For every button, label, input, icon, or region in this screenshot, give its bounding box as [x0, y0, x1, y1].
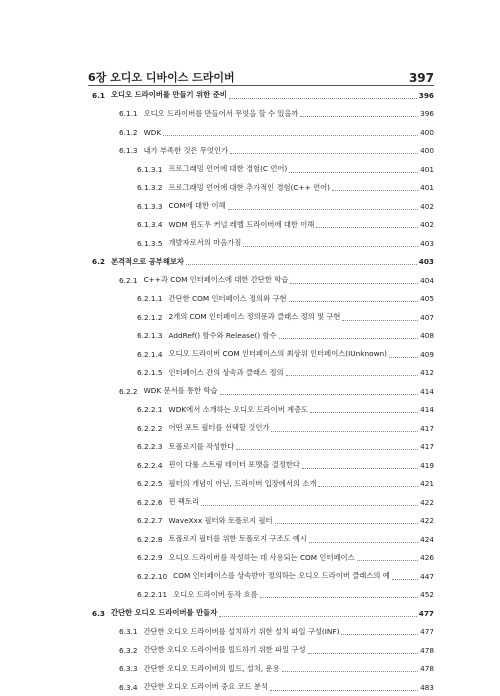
- toc-entry[interactable]: [137, 308, 434, 326]
- leader-dots: [220, 393, 419, 395]
- toc-entry-page: 414: [420, 386, 434, 396]
- leader-dots: [341, 633, 418, 635]
- leader-dots: [260, 596, 418, 598]
- toc-entry-number: 6.2.2.10: [137, 571, 168, 581]
- toc-entry-title: 간단한 COM 인터페이스 정의와 구현: [168, 293, 287, 303]
- toc-entry-title: 본격적으로 공부해보자: [110, 256, 184, 266]
- toc-entry-page: 414: [420, 405, 434, 414]
- toc-entry[interactable]: [137, 216, 434, 234]
- toc-entry-number: 6.1.3.3: [137, 201, 163, 211]
- toc-entry-title: WaveXxx 필터와 토폴로지 필터: [168, 515, 273, 525]
- toc-entry[interactable]: [137, 438, 434, 456]
- toc-entry-title: 간단한 오디오 드라이버를 빌드하기 위한 파일 구성: [143, 645, 306, 654]
- toc-entry-page: 421: [420, 479, 434, 488]
- toc-entry[interactable]: [137, 160, 434, 178]
- toc-entry-number: 6.2.2.1: [137, 405, 163, 414]
- toc-entry-page: 417: [420, 423, 434, 433]
- leader-dots: [279, 337, 419, 339]
- chapter-heading: [88, 63, 434, 86]
- toc-entry-title: 핀 팩토리: [168, 497, 200, 506]
- toc-entry-page: 404: [420, 275, 434, 285]
- toc-entry-title: 간단한 오디오 드라이버를 설치하기 위한 설치 파일 구성(INF): [143, 626, 340, 636]
- toc-entry-number: 6.1.3.4: [137, 220, 163, 229]
- toc-entry-page: 447: [420, 571, 434, 581]
- toc-entry-page: 426: [420, 553, 434, 562]
- toc-entry[interactable]: [137, 364, 434, 382]
- toc-entry-page: 419: [420, 460, 434, 470]
- toc-entry-page: 412: [420, 368, 434, 377]
- toc-entry-page: 424: [420, 534, 434, 544]
- toc-entry-page: 478: [420, 664, 434, 673]
- toc-entry-number: 6.1.3.5: [137, 238, 163, 248]
- leader-dots: [282, 670, 418, 672]
- leader-dots: [270, 689, 418, 691]
- toc-entry-title: 간단한 오디오 드라이버를 만들자: [110, 608, 218, 617]
- toc-entry[interactable]: [119, 623, 434, 641]
- toc-entry-title: 토폴로지 필터를 위한 토폴로지 구조도 예시: [168, 534, 308, 543]
- leader-dots: [228, 208, 419, 210]
- toc-entry-page: 401: [420, 183, 434, 192]
- toc-entry-number: 6.1.2: [119, 127, 138, 137]
- toc-entry-number: 6.2.2.11: [137, 590, 168, 599]
- leader-dots: [302, 467, 418, 469]
- toc-entry[interactable]: [137, 586, 434, 604]
- toc-entry[interactable]: [137, 234, 434, 252]
- toc-entry-number: 6.1.1: [119, 109, 138, 118]
- toc-entry-title: WDM 윈도우 커널 레벨 드라이버에 대한 이해: [168, 219, 315, 229]
- leader-dots: [310, 411, 418, 413]
- toc-entry-title: 간단한 오디오 드라이버 중요 코드 분석: [143, 682, 268, 691]
- leader-dots: [230, 152, 418, 154]
- toc-entry-number: 6.1: [92, 90, 105, 100]
- toc-entry[interactable]: [119, 142, 434, 160]
- leader-dots: [236, 448, 418, 450]
- toc-entry-number: 6.2.2.2: [137, 423, 163, 433]
- leader-dots: [392, 578, 418, 580]
- toc-entry[interactable]: [137, 530, 434, 548]
- toc-entry-title: 어떤 포트 필터를 선택할 것인가: [168, 423, 270, 432]
- toc-entry-title: 필터의 개념이 아닌, 드라이버 입장에서의 소개: [168, 478, 317, 488]
- toc-entry-number: 6.3.3: [119, 664, 138, 673]
- leader-dots: [289, 300, 418, 302]
- toc-entry-page: 408: [420, 331, 434, 340]
- toc-entry[interactable]: [137, 401, 434, 419]
- toc-entry-number: 6.2.2.5: [137, 479, 163, 488]
- toc-entry[interactable]: [137, 290, 434, 308]
- toc-entry-number: 6.2.2: [119, 386, 138, 396]
- toc-entry-title: 오디오 드라이버를 만들어서 무엇을 할 수 있을까: [143, 108, 299, 118]
- toc-entry-number: 6.2.1.2: [137, 312, 163, 322]
- toc-entry[interactable]: [137, 549, 434, 567]
- toc-entry[interactable]: [137, 567, 434, 585]
- leader-dots: [271, 430, 418, 432]
- toc-entry-page: 403: [420, 238, 434, 248]
- toc-entry-page: 483: [420, 682, 434, 692]
- toc-entry-page: 400: [420, 146, 434, 155]
- toc-entry-number: 6.2.2.4: [137, 460, 163, 470]
- toc-entry-page: 478: [420, 645, 434, 655]
- toc-entry[interactable]: [137, 327, 434, 345]
- chapter-page-number: 397: [408, 71, 434, 85]
- leader-dots: [308, 652, 419, 654]
- leader-dots: [163, 134, 418, 136]
- toc-entry-number: 6.2.1: [119, 275, 138, 285]
- leader-dots: [286, 374, 419, 376]
- toc-entry-page: 422: [420, 516, 434, 525]
- toc-entry[interactable]: [119, 641, 434, 659]
- toc-entry[interactable]: [137, 456, 434, 474]
- toc-entry-number: 6.2: [92, 257, 105, 266]
- toc-entry-number: 6.2.1.3: [137, 331, 163, 340]
- leader-dots: [332, 189, 418, 191]
- toc-entry-title: 오디오 드라이버 동작 흐름: [173, 589, 258, 599]
- toc-entry[interactable]: [92, 604, 434, 622]
- toc-entry-title: WDK에서 소개하는 오디오 드라이버 계층도: [168, 404, 309, 414]
- toc-entry-page: 401: [420, 164, 434, 174]
- toc-entry-number: 6.2.2.6: [137, 497, 163, 507]
- toc-entry-number: 6.3.2: [119, 645, 138, 655]
- toc-entry-page: 477: [420, 627, 434, 636]
- toc-entry-page: 405: [420, 294, 434, 303]
- toc-entry-number: 6.3: [92, 608, 105, 618]
- toc-entry[interactable]: [92, 253, 434, 271]
- toc-entry-title: 프로그래밍 언어에 대한 추가적인 경험(C++ 언어): [168, 182, 331, 192]
- toc-entry[interactable]: [119, 105, 434, 123]
- leader-dots: [275, 522, 418, 524]
- leader-dots: [243, 245, 418, 247]
- toc-entry-number: 6.1.3: [119, 146, 138, 155]
- toc-entry[interactable]: [137, 345, 434, 363]
- toc-entry-title: 개발자로서의 마음가짐: [168, 238, 242, 247]
- toc-entry-title: 간단한 오디오 드라이버의 빌드, 설치, 운용: [143, 663, 280, 673]
- toc-entry-number: 6.2.2.3: [137, 442, 163, 451]
- leader-dots: [186, 263, 417, 265]
- leader-dots: [357, 559, 418, 561]
- toc-entry[interactable]: [137, 493, 434, 511]
- leader-dots: [318, 485, 418, 487]
- toc-entry-title: COM 인터페이스를 상속받아 정의하는 오디오 드라이버 클래스의 예: [173, 571, 390, 580]
- toc-entry-title: WDK: [143, 127, 162, 137]
- toc-entry[interactable]: [119, 271, 434, 289]
- toc-entry-title: 오디오 드라이버를 만들기 위한 준비: [110, 90, 227, 99]
- leader-dots: [300, 115, 418, 117]
- leader-dots: [219, 615, 417, 617]
- toc-entry-title: C++과 COM 인터페이스에 대한 간단한 학습: [143, 275, 289, 284]
- toc-entry[interactable]: [119, 382, 434, 400]
- toc-entry-page: 452: [420, 590, 434, 599]
- toc-entry-page: 477: [418, 608, 434, 618]
- toc-entry-number: 6.1.3.1: [137, 164, 163, 174]
- toc-entry-title: 프로그래밍 언어에 대한 경험(C 언어): [168, 164, 288, 173]
- toc-entry-title: 핀이 다룰 스트림 데이터 포맷을 결정한다: [168, 460, 300, 469]
- toc-entry-number: 6.2.2.9: [137, 553, 163, 562]
- toc-entry-number: 6.1.3.2: [137, 183, 163, 192]
- toc-entry[interactable]: [137, 512, 434, 530]
- toc-entry[interactable]: [119, 678, 434, 696]
- toc-entry[interactable]: [137, 197, 434, 215]
- toc-entry-page: 422: [420, 497, 434, 507]
- toc-entry-number: 6.3.1: [119, 627, 138, 636]
- leader-dots: [289, 171, 418, 173]
- toc-entry-number: 6.2.1.1: [137, 294, 163, 303]
- toc-entry-page: 407: [420, 312, 434, 322]
- toc-entry-title: 내가 부족한 것은 무엇인가: [143, 145, 229, 155]
- toc-entry-title: 인터페이스 간의 상속과 클래스 정의: [168, 367, 284, 377]
- toc-entry-page: 402: [420, 201, 434, 211]
- toc-entry-page: 417: [420, 442, 434, 451]
- leader-dots: [389, 356, 418, 358]
- toc-entry-number: 6.2.2.7: [137, 516, 163, 525]
- toc-entry-page: 396: [420, 109, 434, 118]
- toc-entry-page: 396: [418, 90, 434, 100]
- toc-entry-page: 400: [420, 127, 434, 137]
- leader-dots: [342, 319, 418, 321]
- toc-entry[interactable]: [92, 86, 434, 104]
- toc-entry-title: 오디오 드라이버 COM 인터페이스의 최상위 인터페이스(IUnknown): [168, 349, 388, 358]
- toc-entry-page: 402: [420, 220, 434, 229]
- toc-entry[interactable]: [137, 475, 434, 493]
- toc-entry-number: 6.2.1.4: [137, 349, 163, 359]
- toc-entry-page: 409: [420, 349, 434, 359]
- toc-entry[interactable]: [119, 123, 434, 141]
- toc-entry[interactable]: [137, 179, 434, 197]
- toc-entry[interactable]: [137, 419, 434, 437]
- toc-entry-title: WDK 문서를 통한 학습: [143, 386, 218, 395]
- toc-entry-title: 토폴로지를 작성한다: [168, 441, 235, 451]
- toc-entry-number: 6.2.1.5: [137, 368, 163, 377]
- toc-entry-number: 6.2.2.8: [137, 534, 163, 544]
- leader-dots: [229, 97, 417, 99]
- toc-entry[interactable]: [119, 660, 434, 678]
- toc-entry-title: AddRef() 함수와 Release() 함수: [168, 330, 277, 340]
- toc-entry-number: 6.3.4: [119, 682, 138, 692]
- toc-entry-page: 403: [418, 257, 434, 266]
- leader-dots: [316, 226, 418, 228]
- leader-dots: [290, 282, 418, 284]
- chapter-title: 6장 오디오 디바이스 드라이버: [88, 71, 235, 84]
- toc-entry-title: 오디오 드라이버를 작성하는 데 사용되는 COM 인터페이스: [168, 552, 355, 562]
- leader-dots: [201, 504, 418, 506]
- leader-dots: [309, 541, 418, 543]
- toc-entry-title: 2개의 COM 인터페이스 정의문과 클래스 정의 및 구현: [168, 312, 341, 321]
- toc-entry-title: COM에 대한 이해: [168, 201, 226, 210]
